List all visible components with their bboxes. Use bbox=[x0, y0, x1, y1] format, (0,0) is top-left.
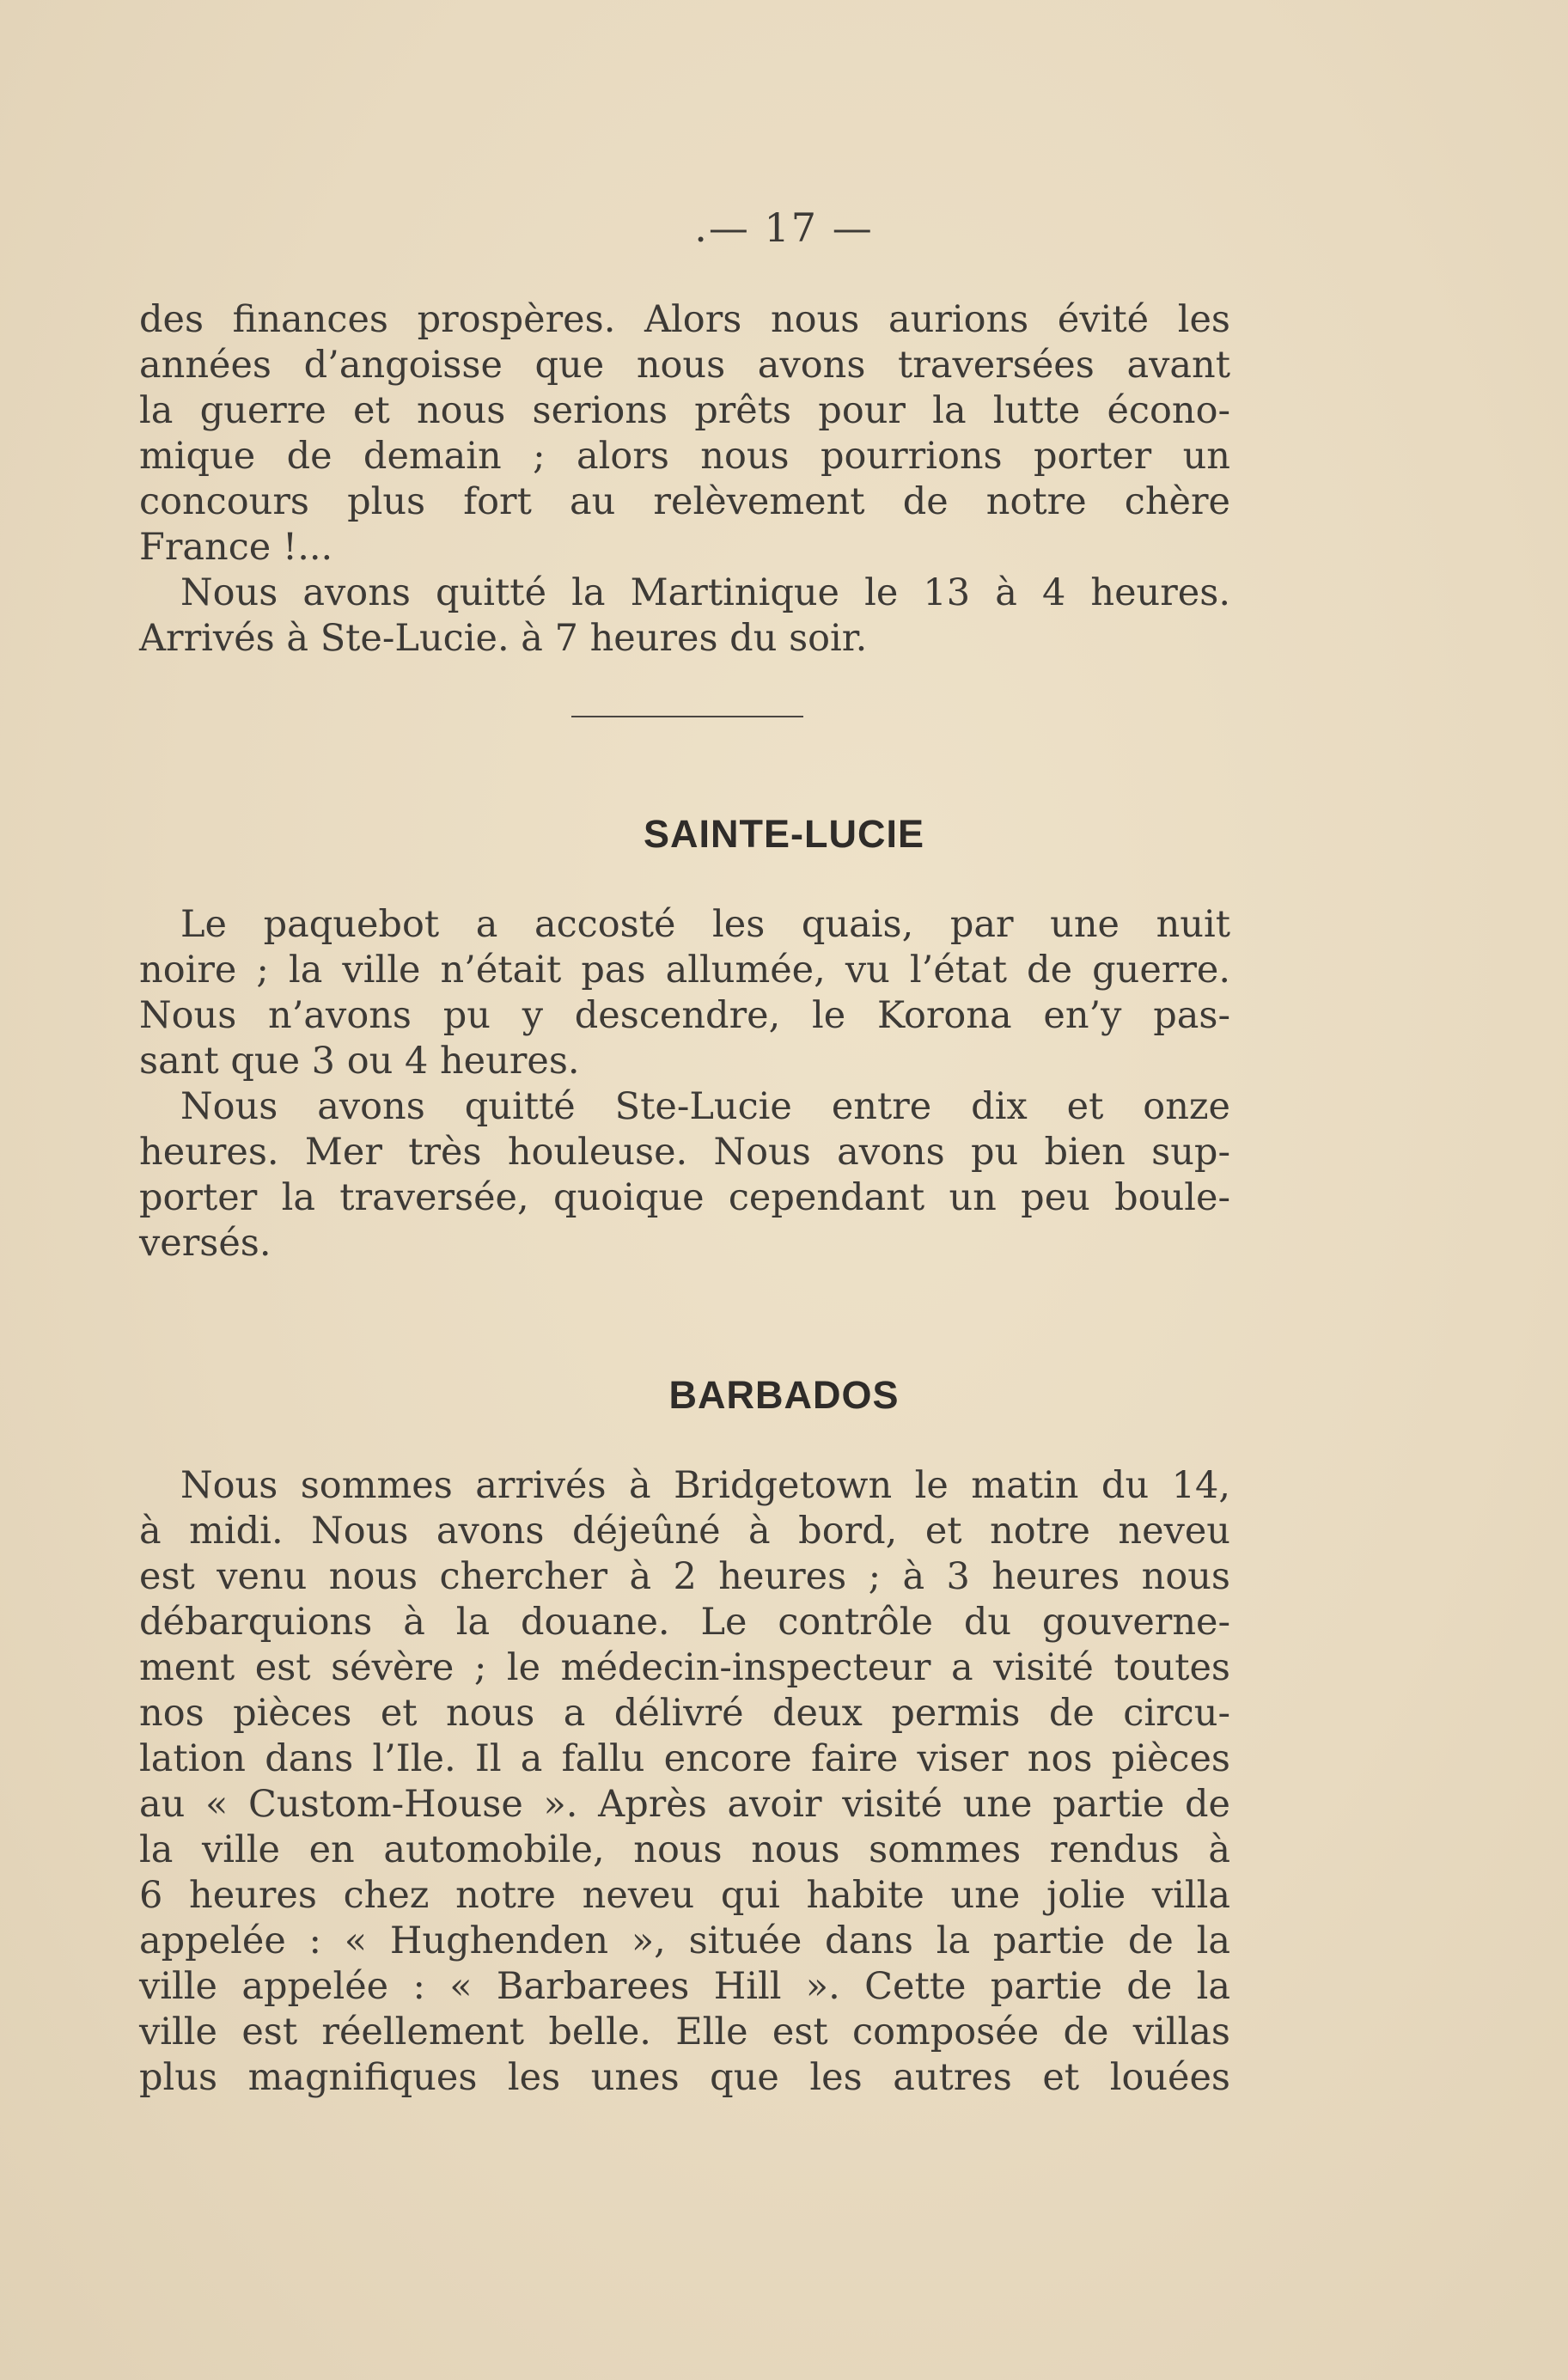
text-line: Nous avons quitté Ste-Lucie entre dix et onze bbox=[180, 1085, 1230, 1128]
text-line: Arrivés à Ste-Lucie. à 7 heures du soir. bbox=[139, 617, 868, 660]
section-heading-sainte-lucie: SAINTE-LUCIE bbox=[644, 812, 924, 856]
text-line: Le paquebot a accosté les quais, par une nuit bbox=[180, 903, 1230, 946]
barbados-paragraphs bbox=[139, 1463, 1230, 2101]
text-line: années d’angoisse que nous avons traversées avant bbox=[139, 344, 1230, 387]
text-line: plus magnifiques les unes que les autres et louées bbox=[139, 2056, 1230, 2099]
text-line: appelée : « Hughenden », située dans la partie de la bbox=[139, 1919, 1230, 1962]
text-line: la ville en automobile, nous nous sommes rendus à bbox=[139, 1828, 1230, 1871]
text-line: à midi. Nous avons déjeûné à bord, et notre neveu bbox=[139, 1510, 1230, 1553]
sainte-lucie-paragraphs bbox=[139, 902, 1230, 1266]
text-line: mique de demain ; alors nous pourrions porter un bbox=[139, 435, 1230, 478]
text-line: ville appelée : « Barbarees Hill ». Cette partie de la bbox=[139, 1965, 1230, 2008]
text-line: ment est sévère ; le médecin-inspecteur a visité toutes bbox=[139, 1646, 1230, 1689]
text-line: Nous sommes arrivés à Bridgetown le matin du 14, bbox=[180, 1464, 1230, 1507]
text-line: noire ; la ville n’était pas allumée, vu l’état de guerre. bbox=[139, 949, 1230, 992]
text-line: 6 heures chez notre neveu qui habite une jolie villa bbox=[139, 1874, 1230, 1917]
text-line: nos pièces et nous a délivré deux permis de circu- bbox=[139, 1692, 1230, 1735]
text-line: ville est réellement belle. Elle est composée de villas bbox=[139, 2011, 1230, 2054]
text-line: débarquions à la douane. Le contrôle du gouverne- bbox=[139, 1601, 1230, 1644]
text-line: est venu nous chercher à 2 heures ; à 3 heures nous bbox=[139, 1555, 1230, 1598]
text-line: heures. Mer très houleuse. Nous avons pu bien sup- bbox=[139, 1131, 1230, 1174]
text-line: lation dans l’Ile. Il a fallu encore faire viser nos pièces bbox=[139, 1737, 1230, 1780]
text-line: concours plus fort au relèvement de notre chère bbox=[139, 480, 1230, 523]
text-line: porter la traversée, quoique cependant un peu boule- bbox=[139, 1176, 1230, 1219]
section-divider bbox=[571, 716, 803, 717]
page-number: .— 17 — bbox=[694, 204, 874, 251]
text-line: Nous avons quitté la Martinique le 13 à 4 heures. bbox=[180, 571, 1230, 614]
text-line: sant que 3 ou 4 heures. bbox=[139, 1040, 580, 1083]
intro-paragraphs bbox=[139, 297, 1230, 662]
text-line: France !... bbox=[139, 526, 333, 569]
text-line: la guerre et nous serions prêts pour la lutte écono- bbox=[139, 389, 1230, 432]
text-line: versés. bbox=[139, 1222, 272, 1265]
text-line: au « Custom-House ». Après avoir visité une partie de bbox=[139, 1783, 1230, 1826]
section-heading-barbados: BARBADOS bbox=[668, 1373, 900, 1417]
text-line: des finances prospères. Alors nous aurions évité les bbox=[139, 298, 1230, 341]
text-line: Nous n’avons pu y descendre, le Korona en’y pas- bbox=[139, 994, 1230, 1037]
